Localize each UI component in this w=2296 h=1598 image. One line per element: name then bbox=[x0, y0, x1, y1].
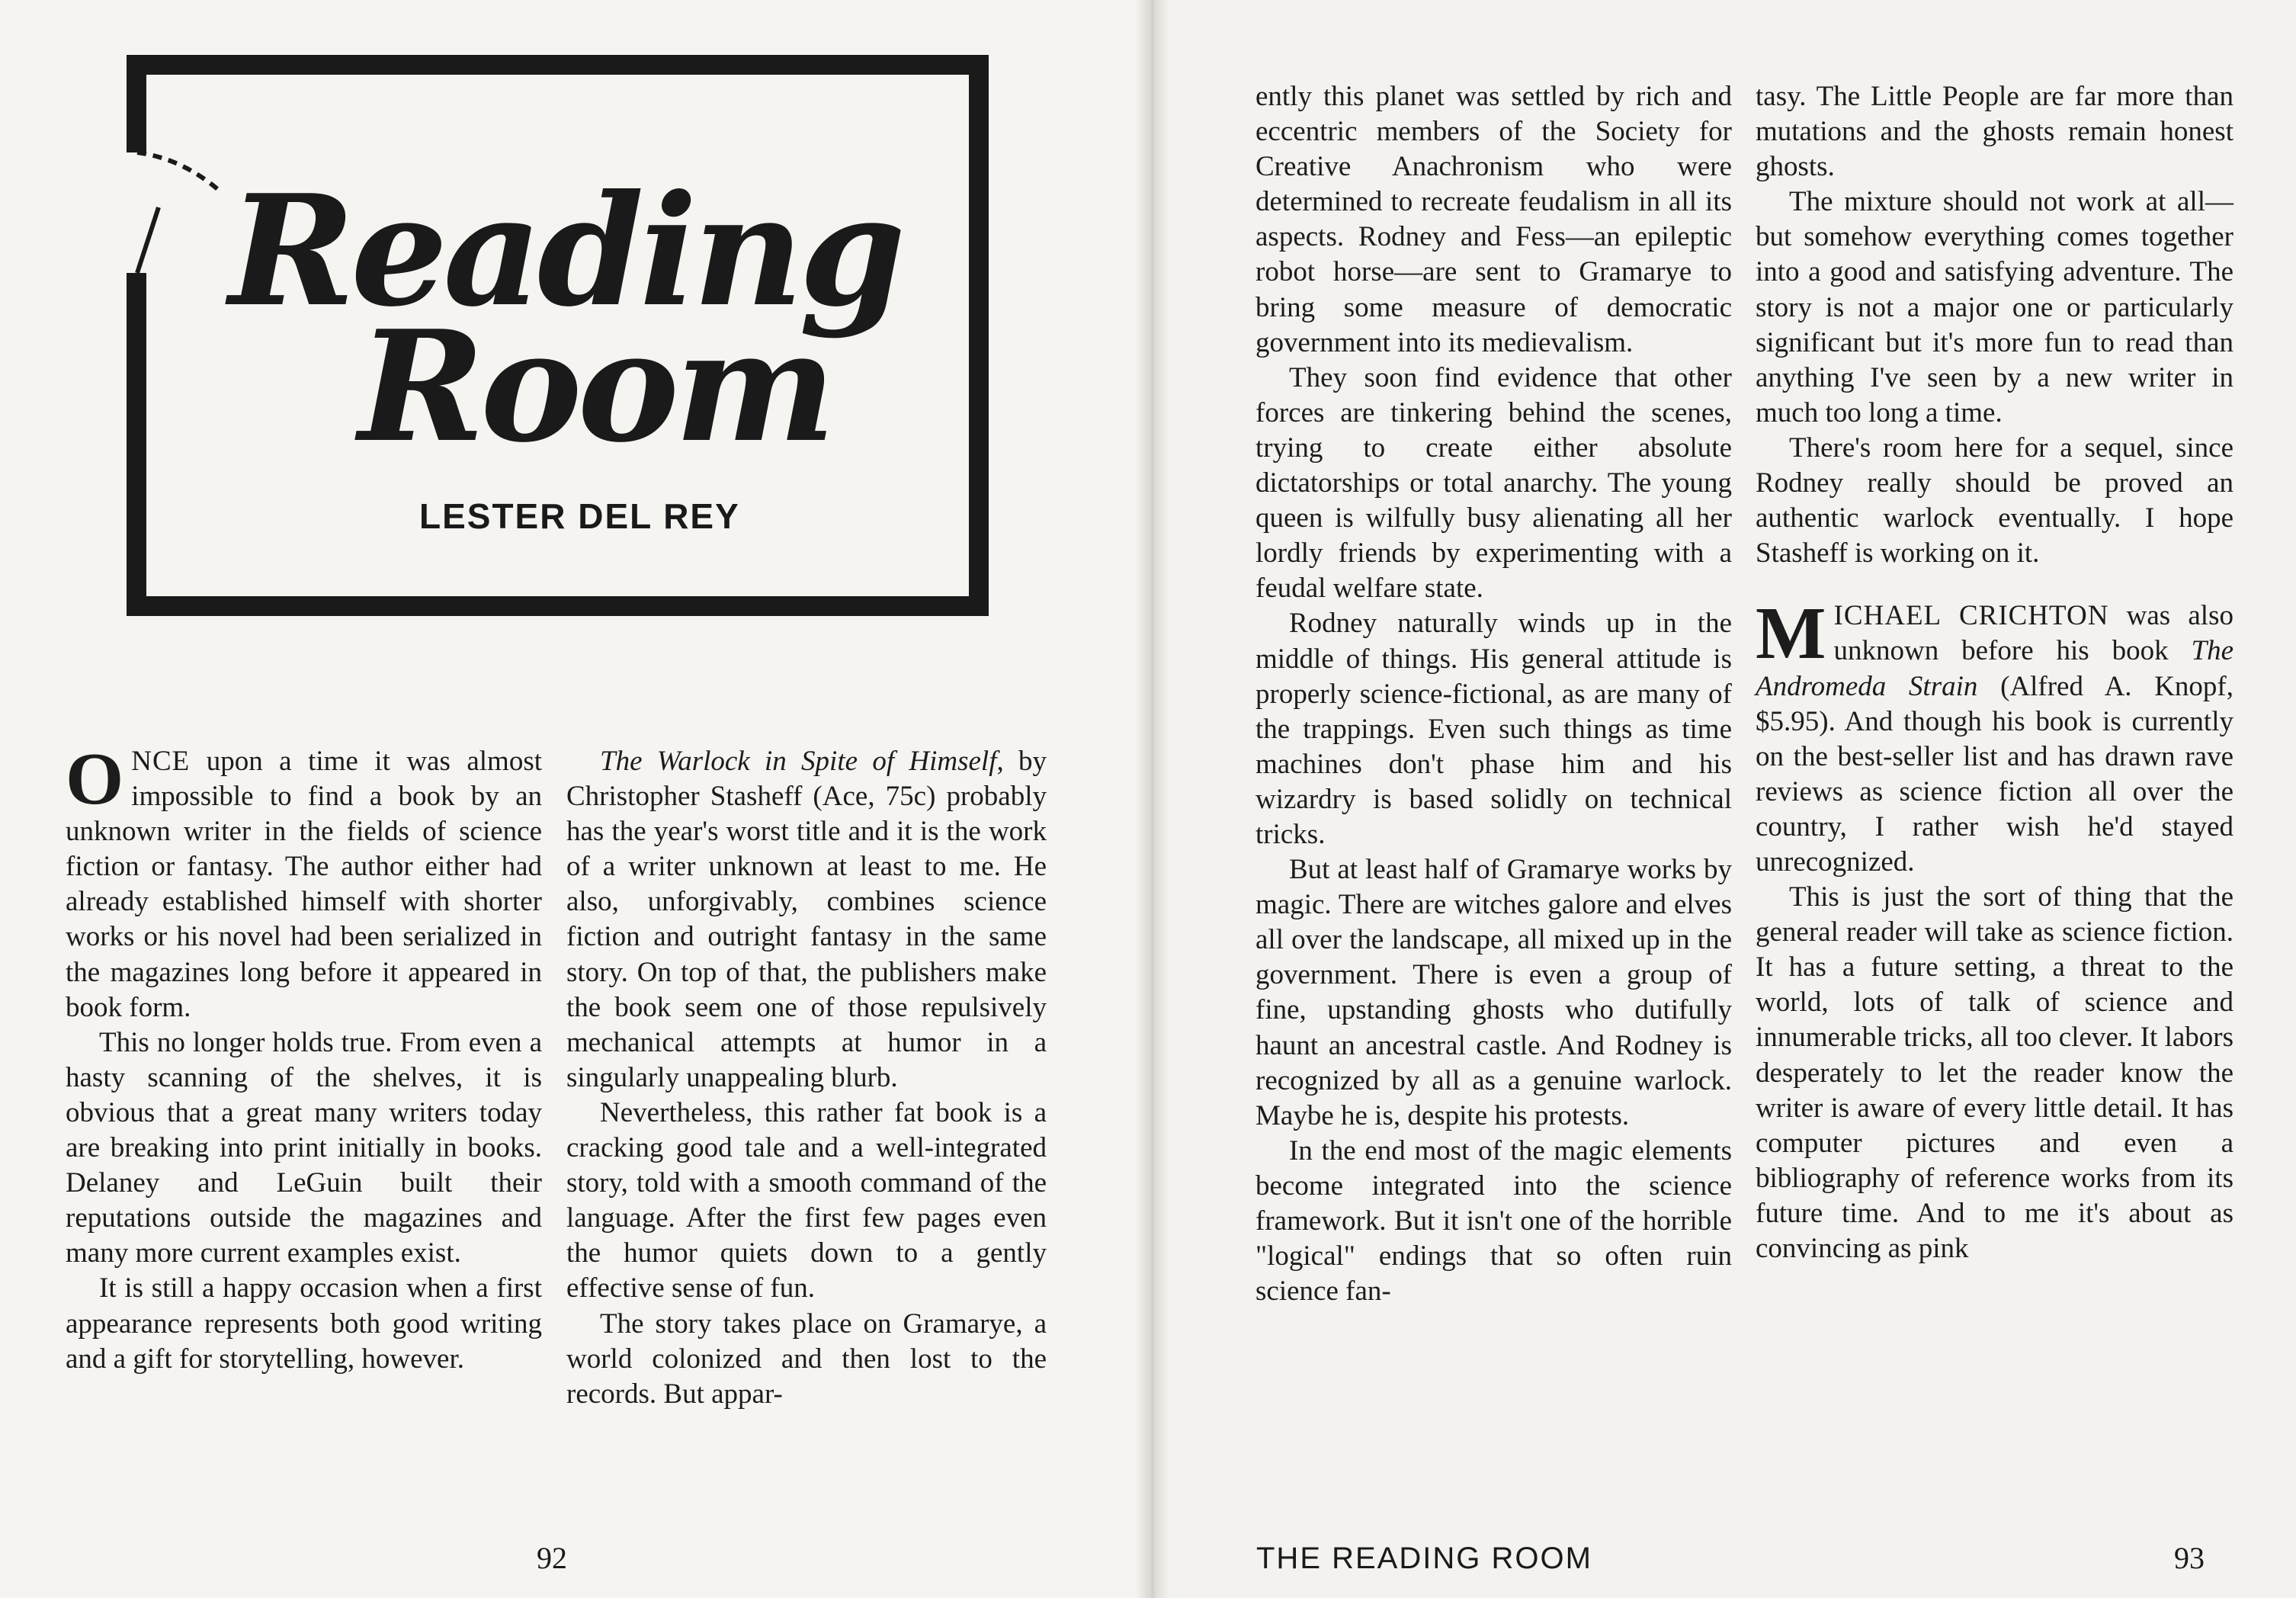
paragraph: The story takes place on Gramarye, a world colonized and then lost to the records. But appar- bbox=[566, 1308, 1047, 1410]
author-byline: LESTER DEL REY bbox=[419, 496, 740, 536]
paragraph: This is just the sort of thing that the general reader will take as science fiction. It has a future setting, a threat to the world, lots of talk of science and innumerable tricks, all too clever. It labors desperately to let the reader know the writer is aware of every little detail. It has computer pictures and even a bibliography of reference works from its future time. And to me it's about as convincing as pink bbox=[1756, 881, 2233, 1264]
title-room: Room bbox=[358, 297, 832, 477]
book-title: The Andromeda Strain bbox=[1756, 635, 2233, 702]
drop-cap: M bbox=[1756, 592, 1826, 675]
book-title: The Warlock in Spite of Himself bbox=[600, 746, 997, 777]
paragraph bbox=[566, 744, 1047, 1096]
paragraph bbox=[1756, 592, 2234, 880]
drop-cap: O bbox=[66, 738, 124, 820]
section-spacer bbox=[1756, 571, 2233, 598]
paragraph: They soon find evidence that other forces are tinkering behind the scenes, trying to create either absolute dictatorships or total anarchy. The young queen is wilfully busy alienating all her lordly friends by experimenting with a feudal welfare state. bbox=[1255, 361, 1732, 605]
paragraph: But at least half of Gramarye works by magic. There are witches galore and elves all over the landscape, all mixed up in the government. There is even a group of fine, upstanding ghosts who dutifully haunt an ancestral castle. And Rodney is recognized by all as a genuine warlock. Maybe he is, despite his protests. bbox=[1255, 854, 1732, 1131]
paragraph: In the end most of the magic elements become integrated into the science framework. But it isn't one of the horrible "logical" endings that so often ruin science fan- bbox=[1255, 1134, 1732, 1308]
lead-in: ICHAEL CRICHTON bbox=[1833, 600, 2109, 632]
right-page bbox=[1153, 0, 2296, 1598]
paragraph-text: was also unknown before his book bbox=[1833, 600, 2233, 667]
book-gutter bbox=[1136, 0, 1169, 1598]
column-4 bbox=[1756, 79, 2233, 1266]
column-1 bbox=[66, 738, 542, 1377]
lead-in: NCE bbox=[131, 746, 191, 777]
paragraph: tasy. The Little People are far more than mutations and the ghosts remain honest ghosts. bbox=[1756, 81, 2233, 183]
column-2 bbox=[566, 744, 1047, 1412]
paragraph: Rodney naturally winds up in the middle of things. His general attitude is properly science-fictional, as are many of the trappings. Even such things as time machines don't phase him and his wizardry is based solidly on technical tricks. bbox=[1255, 608, 1732, 850]
page-number: 93 bbox=[2174, 1541, 2205, 1575]
paragraph-text: , by Christopher Stasheff (Ace, 75c) probably has the year's worst title and it is the work of a writer unknown at least to me. He also, unforgivably, combines science fiction and outright fantasy in the same story. On top of that, the publishers make the book seem one of those repulsively mechanical attempts at humor in a singularly unappealing blurb. bbox=[566, 746, 1047, 1093]
page-number: 92 bbox=[537, 1541, 567, 1575]
running-head: THE READING ROOM bbox=[1256, 1542, 1592, 1575]
paragraph-text: upon a time it was almost impossible to find a book by an unknown writer in the fields of science fiction or fantasy. The author either had already established himself with shorter works or his novel had been serialized in the magazines long before it appeared in book form. bbox=[66, 746, 542, 1023]
paragraph: The mixture should not work at all—but somehow everything comes together into a good and satisfying adventure. The story is not a major one or particularly significant but it's more fun to read than anything I've seen by a new writer in much too long a time. bbox=[1756, 186, 2233, 428]
paragraph: Nevertheless, this rather fat book is a cracking good tale and a well-integrated story, told with a smooth command of the language. After the first few pages even the humor quiets down to a gently effective sense of fun. bbox=[566, 1096, 1047, 1304]
paragraph: This no longer holds true. From even a hasty scanning of the shelves, it is obvious that a great many writers today are breaking into print initially in books. Delaney and LeGuin built their reputations outside the magazines and many more current examples exist. bbox=[66, 1026, 542, 1269]
paragraph: There's room here for a sequel, since Rodney really should be proved an authentic warlock eventually. I hope Stasheff is working on it. bbox=[1756, 432, 2233, 570]
paragraph: It is still a happy occasion when a first appearance represents both good writing and a gift for storytelling, however. bbox=[66, 1272, 542, 1375]
paragraph-text: (Alfred A. Knopf, $5.95). And though his book is currently on the best-seller list and has drawn rave reviews as science fiction all over the country, I rather wish he'd stayed unrecognized. bbox=[1756, 670, 2234, 878]
paragraph bbox=[66, 738, 542, 1025]
column-3 bbox=[1255, 79, 1732, 1309]
paragraph: ently this planet was settled by rich and eccentric members of the Society for Creative Anachronism who were determined to recreate feudalism in all its aspects. Rodney and Fess—an epileptic robot horse—are sent to Gramarye to bring some measure of democratic government into its medievalism. bbox=[1255, 81, 1732, 358]
title-reading: Reading bbox=[229, 162, 902, 341]
